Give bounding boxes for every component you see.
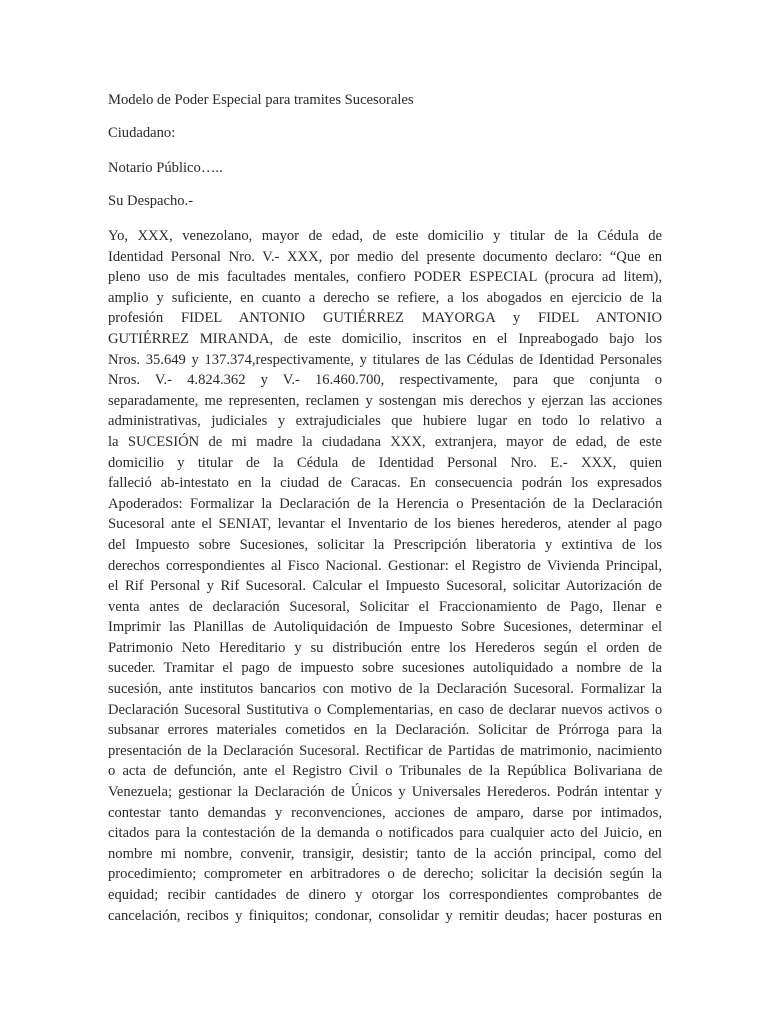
body-line: Yo, XXX, venezolano, mayor de edad, de este domicilio y titular de la Cédula de (108, 228, 662, 244)
body-line: cancelación, recibos y finiquitos; condonar, consolidar y remitir deudas; hacer posturas en (108, 907, 662, 924)
body-line: administrativas, judiciales y extrajudiciales que hubiere lugar en todo lo relativo a (108, 413, 662, 430)
body-line: procedimiento; comprometer en arbitradores o de derecho; solicitar la decisión según la (108, 866, 662, 883)
body-line: la SUCESIÓN de mi madre la ciudadana XXX, extranjera, mayor de edad, de este (108, 433, 662, 450)
body-line: Apoderados: Formalizar la Declaración de la Herencia o Presentación de la Declaración (108, 495, 662, 512)
body-line: del Impuesto sobre Sucesiones, solicitar la Prescripción liberatoria y extintiva de los (108, 536, 662, 553)
body-line: Declaración Sucesoral Sustitutiva o Complementarias, en caso de declarar nuevos activos o (108, 701, 662, 718)
body-line: pleno uso de mis facultades mentales, confiero PODER ESPECIAL (procura ad litem), (108, 269, 662, 286)
body-line: Patrimonio Neto Hereditario y su distribución entre los Herederos según el orden de (108, 639, 662, 656)
body-line: derechos correspondientes al Fisco Nacional. Gestionar: el Registro de Vivienda Principal, (108, 557, 662, 574)
salutation-notario: Notario Público….. (108, 160, 223, 176)
body-line: Sucesoral ante el SENIAT, levantar el Inventario de los bienes herederos, atender al pago (108, 516, 662, 533)
body-line: suceder. Tramitar el pago de impuesto sobre sucesiones autoliquidado a nombre de la (108, 660, 662, 677)
body-line: separadamente, me representen, reclamen y sostengan mis derechos y ejerzan las acciones (108, 392, 662, 409)
body-line: Identidad Personal Nro. V.- XXX, por medio del presente documento declaro: “Que en (108, 248, 662, 265)
body-line: o acta de defunción, ante el Registro Civil o Tribunales de la República Bolivariana de (108, 763, 662, 780)
body-line: contestar tanto demandas y reconvenciones, acciones de amparo, darse por intimados, (108, 804, 662, 821)
body-line: equidad; recibir cantidades de dinero y otorgar los correspondientes comprobantes de (108, 887, 662, 903)
body-line: domicilio y titular de la Cédula de Identidad Personal Nro. E.- XXX, quien (108, 454, 662, 471)
body-line: amplio y suficiente, en cuanto a derecho se refiere, a los abogados en ejercicio de la (108, 289, 662, 306)
body-line: GUTIÉRREZ MIRANDA, de este domicilio, inscritos en el Inpreabogado bajo los (108, 330, 662, 347)
body-line: sucesión, ante institutos bancarios con motivo de la Declaración Sucesoral. Formalizar la (108, 681, 662, 698)
body-line: citados para la contestación de la demanda o notificados para cualquier acto del Juicio, en (108, 825, 662, 842)
body-line: Imprimir las Planillas de Autoliquidación de Impuesto Sobre Sucesiones, determinar el (108, 619, 662, 636)
salutation-ciudadano: Ciudadano: (108, 125, 176, 141)
body-line: falleció ab-intestato en la ciudad de Caracas. En consecuencia podrán los expresados (108, 475, 662, 492)
salutation-despacho: Su Despacho.- (108, 193, 194, 209)
body-line: Venezuela; gestionar la Declaración de Únicos y Universales Herederos. Podrán intentar y (108, 784, 662, 801)
body-line: el Rif Personal y Rif Sucesoral. Calcular el Impuesto Sucesoral, solicitar Autorización de (108, 578, 662, 595)
document-title: Modelo de Poder Especial para tramites Sucesorales (108, 92, 414, 108)
body-line: Nros. V.- 4.824.362 y V.- 16.460.700, respectivamente, para que conjunta o (108, 372, 662, 389)
body-line: Nros. 35.649 y 137.374,respectivamente, y titulares de las Cédulas de Identidad Personales (108, 351, 662, 368)
body-line: venta antes de declaración Sucesoral, Solicitar el Fraccionamiento de Pago, llenar e (108, 598, 662, 615)
body-line: profesión FIDEL ANTONIO GUTIÉRREZ MAYORGA y FIDEL ANTONIO (108, 310, 662, 327)
body-line: nombre mi nombre, convenir, transigir, desistir; tanto de la acción principal, como del (108, 845, 662, 862)
body-paragraph (108, 226, 662, 926)
body-line: subsanar errores materiales cometidos en la Declaración. Solicitar de Prórroga para la (108, 722, 662, 739)
body-line: presentación de la Declaración Sucesoral. Rectificar de Partidas de matrimonio, nacimiento (108, 742, 662, 759)
